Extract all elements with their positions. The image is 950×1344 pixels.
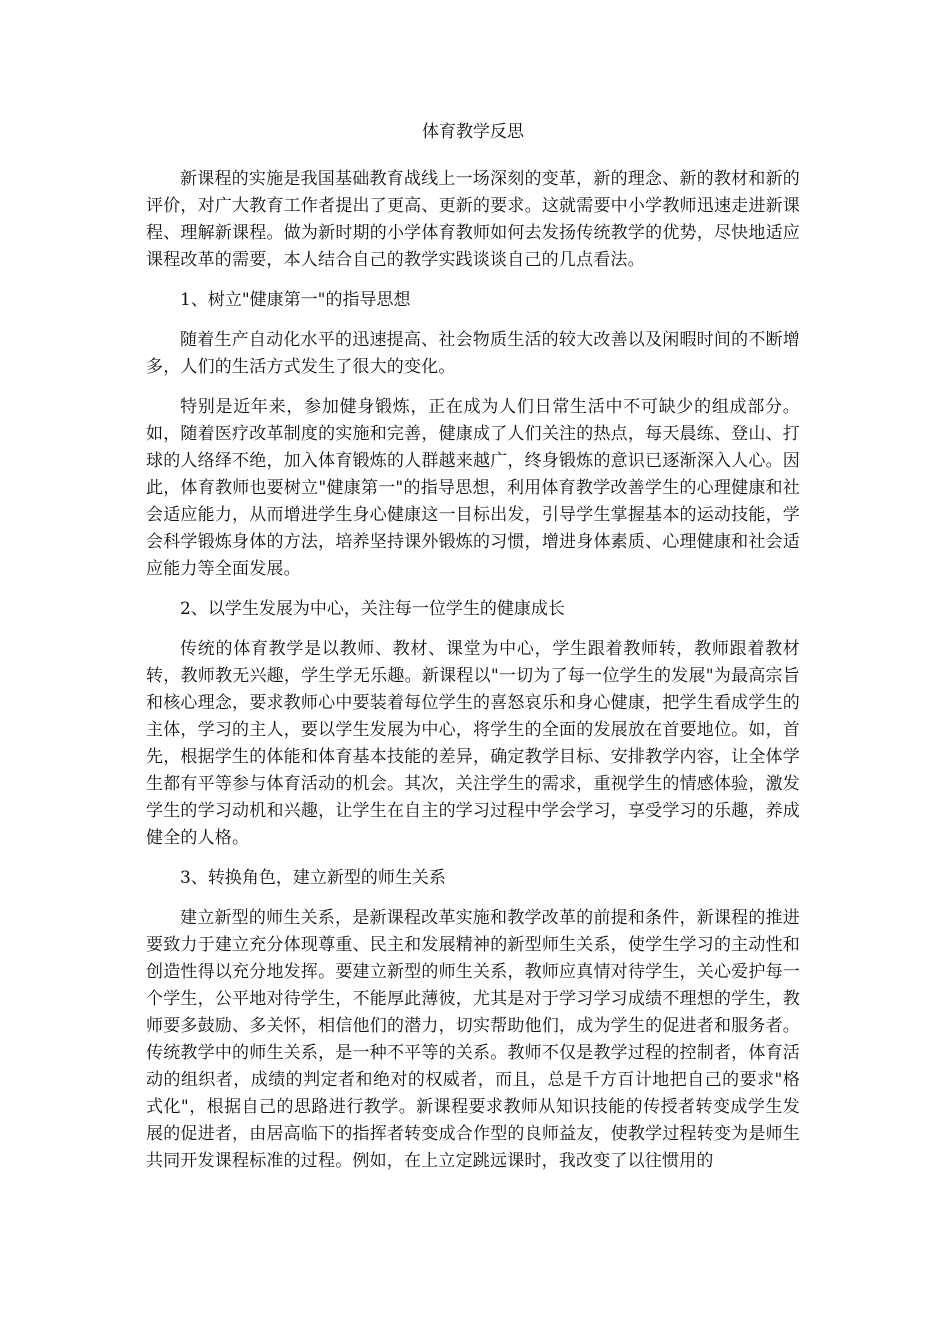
paragraph-3: 建立新型的师生关系，是新课程改革实施和教学改革的前提和条件，新课程的推进要致力于建立充分体现尊重、民主和发展精神的新型师生关系，使学生学习的主动性和创造性得以充分地发挥。要建立新型的师生关系，教师应真情对待学生，关心爱护每一个学生，公平地对待学生，不能厚此薄彼，尤其是对于学习学习成绩不理想的学生，教师要多鼓励、多关怀，相信他们的潜力，切实帮助他们，成为学生的促进者和服务者。传统教学中的师生关系，是一种不平等的关系。教师不仅是教学过程的控制者，体育活动的组织者，成绩的判定者和绝对的权威者，而且，总是千方百计地把自己的要求"格式化"，根据自己的思路进行教学。新课程要求教师从知识技能的传授者转变成学生发展的促进者，由居高临下的指挥者转变成合作型的良师益友，使教学过程转变为是师生共同开发课程标准的过程。例如，在上立定跳远课时，我改变了以往惯用的 (146, 908, 800, 1171)
section-heading-2: 2、以学生发展为中心，关注每一位学生的健康成长 (180, 599, 565, 619)
section-heading-1: 1、树立"健康第一"的指导思想 (180, 290, 411, 310)
document-title: 体育教学反思 (422, 122, 524, 142)
paragraph-2: 传统的体育教学是以教师、教材、课堂为中心，学生跟着教师转，教师跟着教材转，教师教无兴趣，学生学无乐趣。新课程以"一切为了每一位学生的发展"为最高宗旨和核心理念，要求教师心中要装着每位学生的喜怒哀乐和身心健康，把学生看成学生的主体，学习的主人，要以学生发展为中心，将学生的全面的发展放在首要地位。如，首先，根据学生的体能和体育基本技能的差异，确定教学目标、安排教学内容，让全体学生都有平等参与体育活动的机会。其次，关注学生的需求，重视学生的情感体验，激发学生的学习动机和兴趣，让学生在自主的学习过程中学会学习，享受学习的乐趣，养成健全的人格。 (146, 639, 800, 848)
paragraph-1b: 特别是近年来，参加健身锻炼，正在成为人们日常生活中不可缺少的组成部分。如，随着医疗改革制度的实施和完善，健康成了人们关注的热点，每天晨练、登山、打球的人络绎不绝，加入体育锻炼的人群越来越广，终身锻炼的意识已逐渐深入人心。因此，体育教师也要树立"健康第一"的指导思想，利用体育教学改善学生的心理健康和社会适应能力，从而增进学生身心健康这一目标出发，引导学生掌握基本的运动技能，学会科学锻炼身体的方法，培养坚持课外锻炼的习惯，增进身体素质、心理健康和社会适应能力等全面发展。 (146, 397, 800, 579)
section-heading-3: 3、转换角色，建立新型的师生关系 (180, 868, 446, 888)
document-page (146, 120, 800, 1188)
paragraph-intro: 新课程的实施是我国基础教育战线上一场深刻的变革，新的理念、新的教材和新的评价，对广大教育工作者提出了更高、更新的要求。这就需要中小学教师迅速走进新课程、理解新课程。做为新时期的小学体育教师如何去发扬传统教学的优势，尽快地适应课程改革的需要，本人结合自己的教学实践谈谈自己的几点看法。 (146, 169, 800, 270)
paragraph-1a: 随着生产自动化水平的迅速提高、社会物质生活的较大改善以及闲暇时间的不断增多，人们的生活方式发生了很大的变化。 (146, 330, 800, 377)
